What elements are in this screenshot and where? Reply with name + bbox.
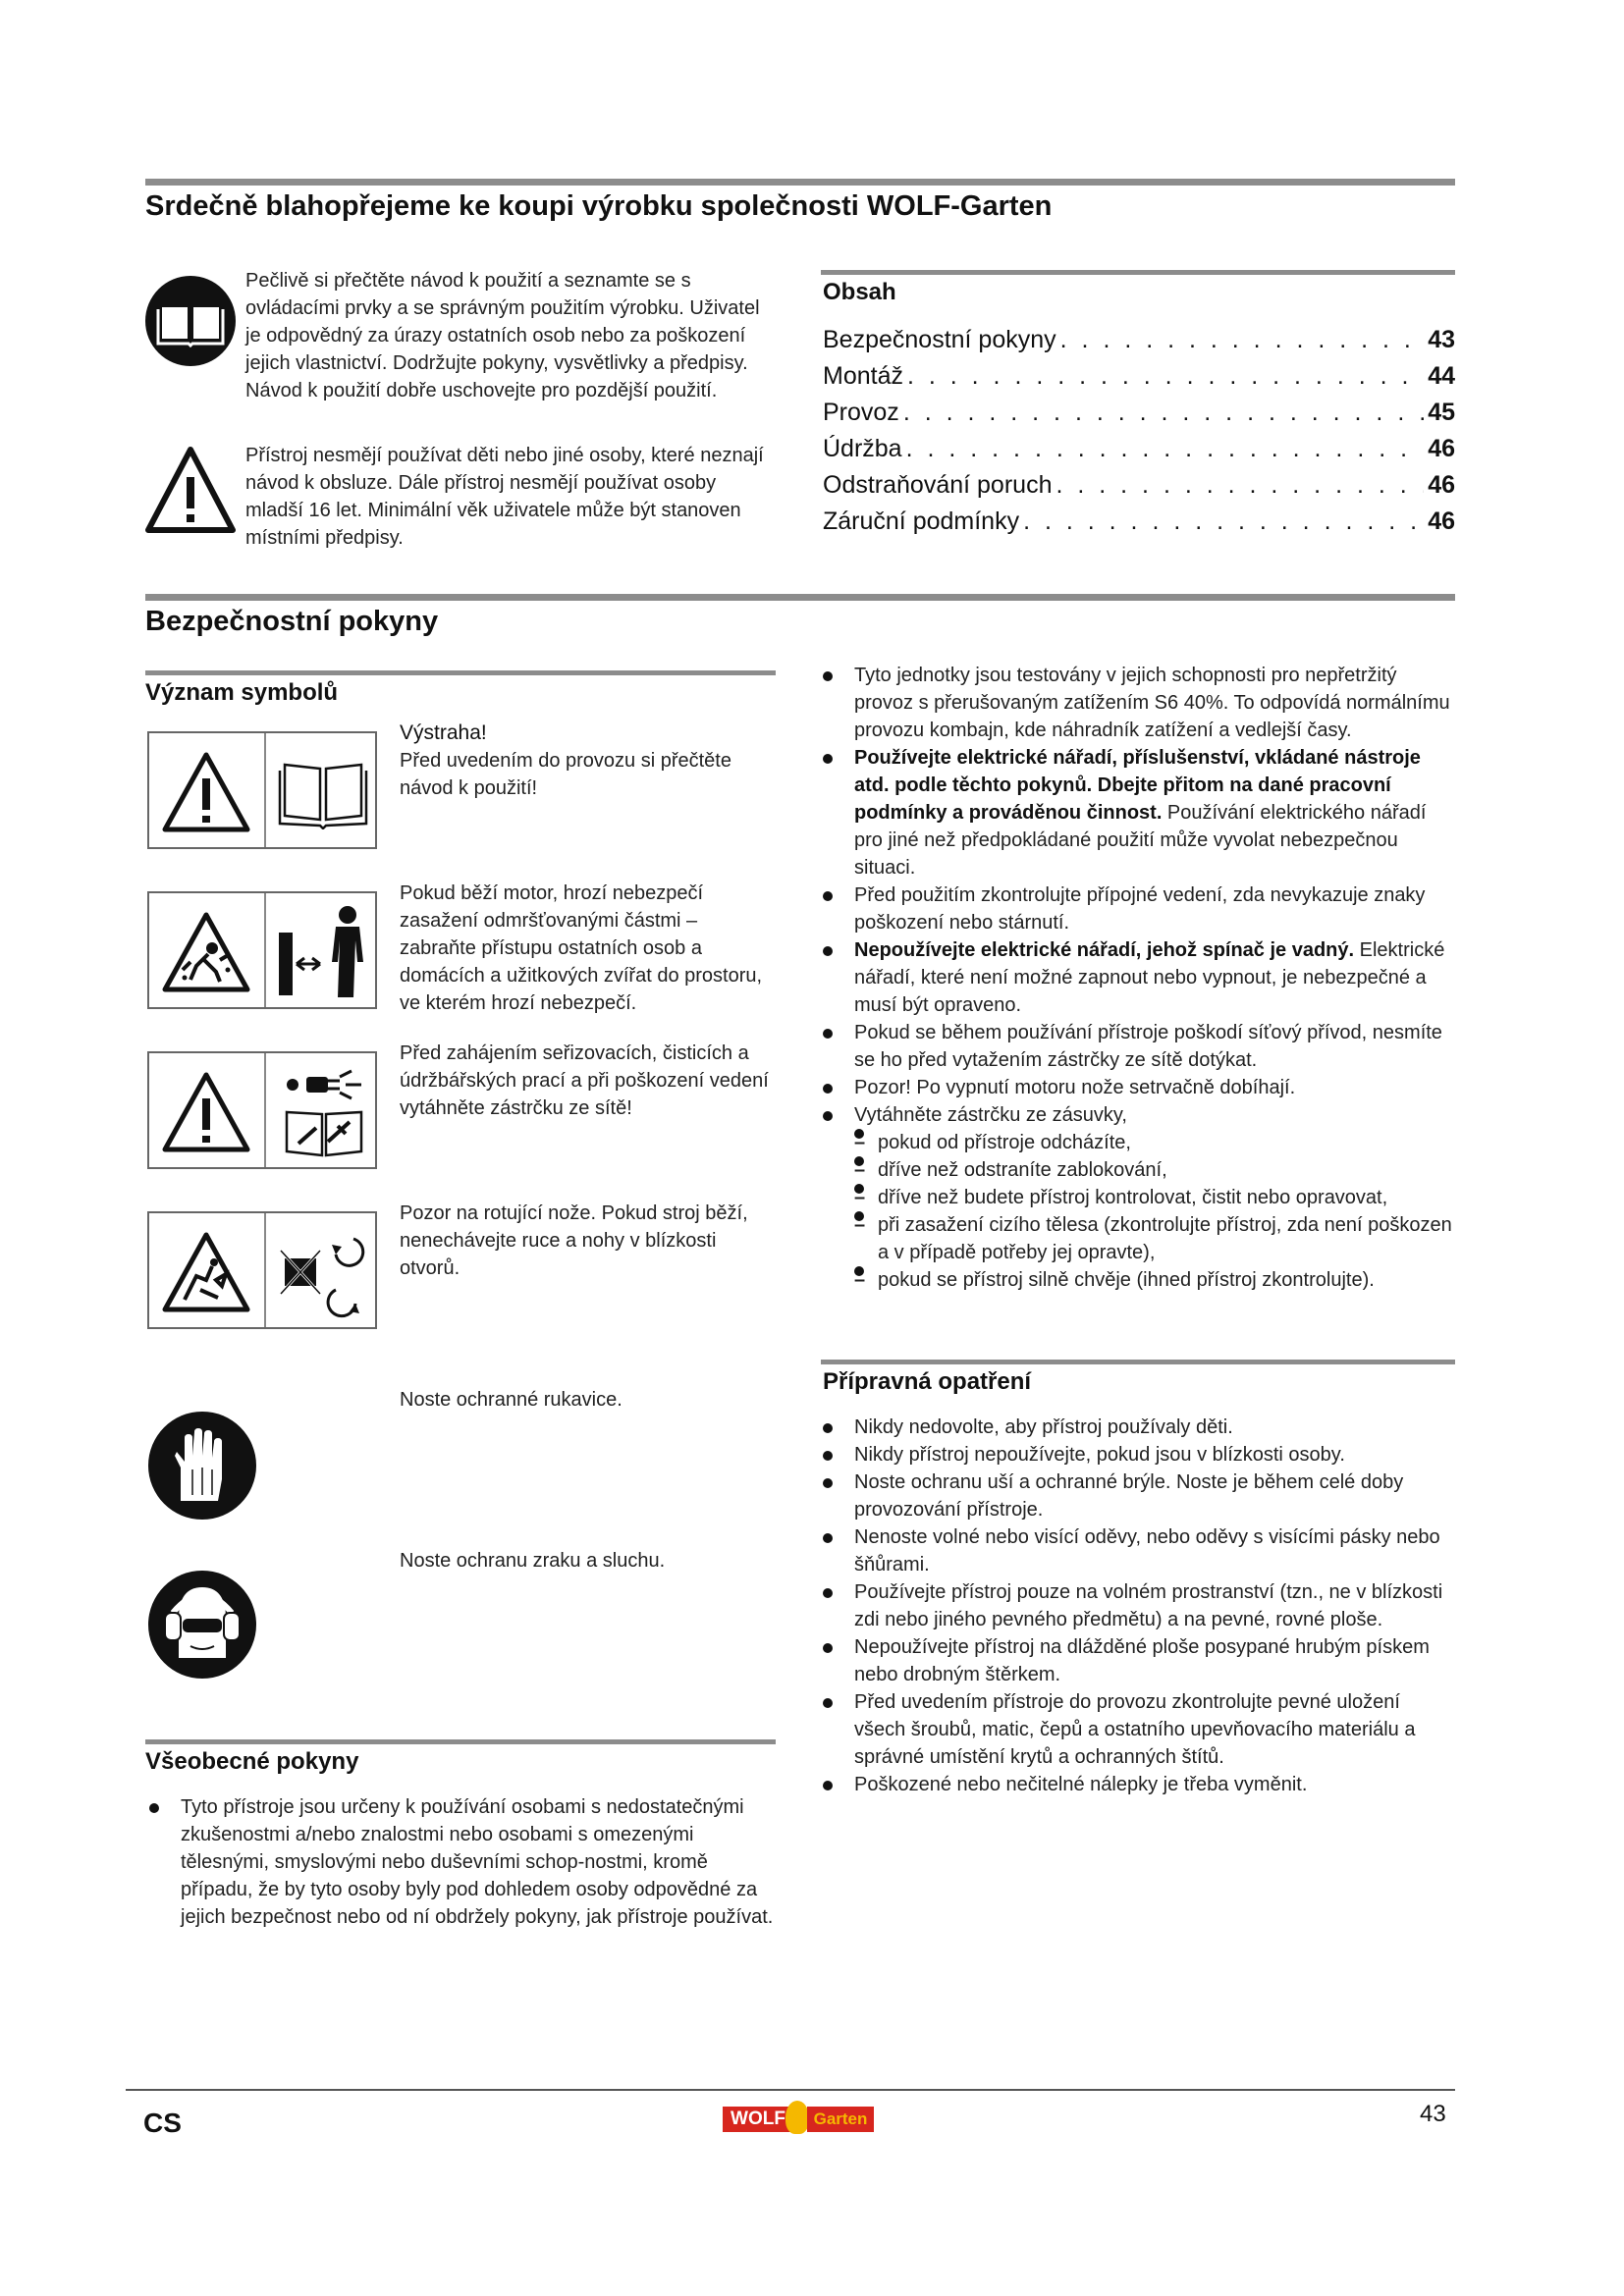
symbol-4-text: Pozor na rotující nože. Pokud stroj běží, nenechávejte ruce a nohy v blízkosti otvorů. xyxy=(400,1202,748,1279)
safety-list xyxy=(819,662,1455,1294)
prep-title: Přípravná opatření xyxy=(823,1368,1032,1395)
list-item: Používejte přístroj pouze na volném prostranství (tzn., ne v blízkosti zdi nebo jiného pevného předmětu) a na pevné, rovné ploše. xyxy=(819,1578,1455,1633)
sublist-item: – při zasažení cizího tělesa (zkontrolujte přístroj, zda není poškozen a v případě potřeby jej opravte), xyxy=(854,1211,1455,1266)
toc-title: Obsah xyxy=(823,279,896,305)
intro-read-text: Pečlivě si přečtěte návod k použití a seznamte se s ovládacími prvky a se správným použitím výrobku. Uživatel je odpovědný za úrazy ostatních osob nebo za poškození jejich vlastnictví. Dodržujte pokyny, vysvětlivky a předpisy. Návod k použití dobře uschovejte pro pozdější použití. xyxy=(245,270,760,401)
symbol-read-manual xyxy=(147,731,377,849)
warning-triangle-icon xyxy=(144,444,237,536)
list-item: Nikdy přístroj nepoužívejte, pokud jsou v blízkosti osoby. xyxy=(819,1441,1455,1468)
list-item: Nepoužívejte elektrické nářadí, jehož spínač je vadný. Elektrické nářadí, které není možné zapnout nebo vypnout, je nebezpečné a musí být opraveno. xyxy=(819,936,1455,1019)
toc-rule xyxy=(821,270,1455,275)
list-item: Před uvedením přístroje do provozu zkontrolujte pevné uložení všech šroubů, matic, čepů a ostatního upevňovacího materiálu a správné umístění krytů a ochranných štítů. xyxy=(819,1688,1455,1771)
symbol-2-text: Pokud běží motor, hrozí nebezpečí zasažení odmršťovanými částmi – zabraňte přístupu ostatních osob a domácích a užitkových zvířat do prostoru, ve kterém hrozí nebezpečí. xyxy=(400,882,763,1014)
eye-ear-protection-icon xyxy=(147,1570,257,1680)
sublist-item: – dříve než budete přístroj kontrolovat, čistit nebo opravovat, xyxy=(854,1184,1455,1211)
general-title: Všeobecné pokyny xyxy=(145,1748,359,1775)
rotating-blade-icon xyxy=(277,1225,371,1319)
symbol-thrown-objects xyxy=(147,891,377,1009)
plug-manual-icon xyxy=(277,1063,371,1161)
list-item: Noste ochranu uší a ochranné brýle. Noste je během celé doby provozování přístroje. xyxy=(819,1468,1455,1523)
header-rule xyxy=(145,179,1455,186)
fox-head-icon xyxy=(785,2101,809,2134)
symbol-5-text: Noste ochranné rukavice. xyxy=(400,1389,623,1411)
page-number: 43 xyxy=(1420,2101,1446,2127)
symbol-rotating-blades xyxy=(147,1211,377,1329)
symbol-unplug xyxy=(147,1051,377,1169)
footer-rule xyxy=(126,2089,1455,2091)
list-item: Pozor! Po vypnutí motoru nože setrvačně dobíhají. xyxy=(819,1074,1455,1101)
list-item: Pokud se během používání přístroje poškodí síťový přívod, nesmíte se ho před vytažením zástrčky ze sítě dotýkat. xyxy=(819,1019,1455,1074)
list-item: Nikdy nedovolte, aby přístroj používaly děti. xyxy=(819,1414,1455,1441)
list-item: Používejte elektrické nářadí, příslušenství, vkládané nástroje atd. podle těchto pokynů. Dbejte přitom na dané pracovní podmínky a prováděnou činnost. Používání elektrického nářadí pro jiné než předpokládané použití může vyvolat nebezpečnou situaci. xyxy=(819,744,1455,881)
sublist-item: – pokud od přístroje odcházíte, xyxy=(854,1129,1455,1156)
prep-rule xyxy=(821,1360,1455,1364)
safety-rule xyxy=(145,594,1455,601)
prep-list xyxy=(819,1414,1455,1798)
toc-item[interactable]: Bezpečnostní pokyny . . . 43 xyxy=(823,322,1455,358)
toc-item[interactable]: Montáž . . . 44 xyxy=(823,358,1455,395)
unplug-sublist xyxy=(854,1129,1455,1294)
page-title: Srdečně blahopřejeme ke koupi výrobku společnosti WOLF-Garten xyxy=(145,190,1053,222)
list-item: Před použitím zkontrolujte přípojné vedení, zda nevykazuje znaky poškození nebo stárnutí. xyxy=(819,881,1455,936)
toc-item[interactable]: Provoz . . . 45 xyxy=(823,395,1455,431)
general-rule xyxy=(145,1739,776,1744)
list-item: Vytáhněte zástrčku ze zásuvky, – pokud od přístroje odcházíte, – dříve než odstraníte zablokování, – dříve než budete přístroj kontrolovat, čistit nebo opravovat, – při zasažení cizího tělesa (zkontrolujte přístroj, zda není poškozen a v případě potřeby jej opravte), – pokud se přístroj silně chvěje (ihned přístroj zkontrolujte). xyxy=(819,1101,1455,1294)
sublist-item: – dříve než odstraníte zablokování, xyxy=(854,1156,1455,1184)
safety-title: Bezpečnostní pokyny xyxy=(145,606,439,637)
wolf-garten-logo: WOLF Garten xyxy=(723,2101,874,2136)
read-manual-icon xyxy=(144,275,237,367)
symbols-rule xyxy=(145,670,776,675)
list-item: Poškozené nebo nečitelné nálepky je třeba vyměnit. xyxy=(819,1771,1455,1798)
gloves-icon xyxy=(147,1411,257,1521)
symbols-title: Význam symbolů xyxy=(145,679,339,706)
symbol-6-text: Noste ochranu zraku a sluchu. xyxy=(400,1550,666,1572)
sublist-item: – pokud se přístroj silně chvěje (ihned přístroj zkontrolujte). xyxy=(854,1266,1455,1294)
language-code: CS xyxy=(143,2108,182,2138)
toc-item[interactable]: Záruční podmínky . . . 46 xyxy=(823,504,1455,540)
list-item: Tyto jednotky jsou testovány v jejich schopnosti pro nepřetržitý provoz s přerušovaným zatížením S6 40%. To odpovídá normálnímu provozu kombajn, kde náhradník zatížení a vedlejší časy. xyxy=(819,662,1455,744)
list-item: Tyto přístroje jsou určeny k používání osobami s nedostatečnými zkušenostmi a/nebo znalostmi nebo osobami s omezenými tělesnými, smyslovými nebo duševními schop-nostmi, kromě případu, že by tyto osoby byly pod dohledem osoby odpovědné za jejich bezpečnost nebo od ní obdržely pokyny, jak přístroje používat. xyxy=(145,1793,776,1931)
intro-warning-text: Přístroj nesmějí používat děti nebo jiné osoby, které neznají návod k obsluze. Dále přístroj nesmějí používat osoby mladší 16 let. Minimální věk uživatele může být stanoven místními předpisy. xyxy=(245,445,764,549)
toc-item[interactable]: Údržba . . . 46 xyxy=(823,431,1455,467)
toc-item[interactable]: Odstraňování poruch . . . 46 xyxy=(823,467,1455,504)
general-list xyxy=(145,1793,776,1931)
list-item: Nepoužívejte přístroj na dlážděné ploše posypané hrubým pískem nebo drobným štěrkem. xyxy=(819,1633,1455,1688)
symbol-1-text: Výstraha! Před uvedením do provozu si přečtěte návod k použití! xyxy=(400,721,731,799)
list-item: Nenoste volné nebo visící oděvy, nebo oděvy s visícími pásky nebo šňůrami. xyxy=(819,1523,1455,1578)
book-icon xyxy=(277,755,369,829)
symbol-3-text: Před zahájením seřizovacích, čisticích a údržbářských prací a při poškození vedení vytáhněte zástrčku ze sítě! xyxy=(400,1042,769,1119)
keep-distance-icon xyxy=(275,903,373,1001)
